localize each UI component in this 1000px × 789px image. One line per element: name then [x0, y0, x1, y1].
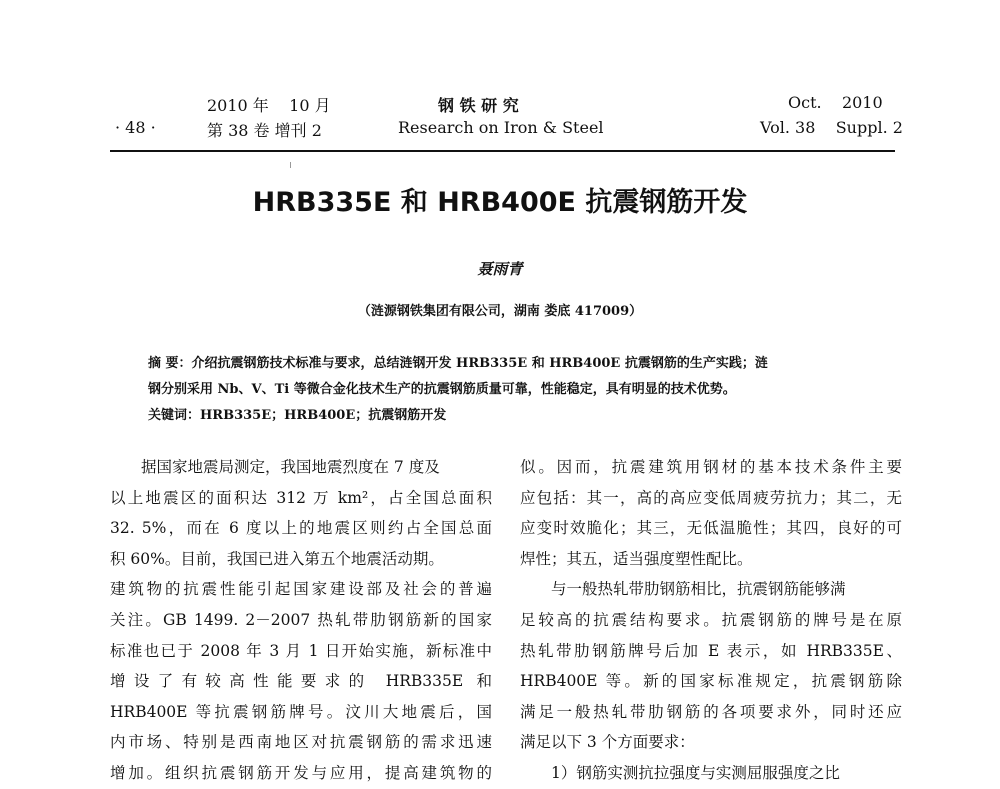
keywords: 关键词：HRB335E；HRB400E；抗震钢筋开发: [148, 408, 447, 423]
body-line: 增加。组织抗震钢筋开发与应用，提高建筑物的: [110, 763, 492, 782]
body-line: 应包括：其一，高的高应变低周疲劳抗力；其二，无: [520, 488, 902, 507]
scan-mark: [290, 162, 291, 168]
body-line: 据国家地震局测定，我国地震烈度在 7 度及: [110, 458, 440, 476]
body-line: 关注。GB 1499. 2－2007 热轧带肋钢筋新的国家: [110, 610, 492, 629]
body-line: 32. 5%，而在 6 度以上的地震区则约占全国总面: [110, 519, 492, 538]
body-line: 应变时效脆化；其三，无低温脆性；其四，良好的可: [520, 519, 902, 538]
volume-cn: 第 38 卷 增刊 2: [207, 121, 322, 140]
body-line: 热轧带肋钢筋牌号后加 E 表示，如 HRB335E、: [520, 641, 902, 660]
issue-date-en: Oct. 2010: [788, 93, 883, 112]
body-line: 内市场、特别是西南地区对抗震钢筋的需求迅速: [110, 733, 492, 752]
body-line: 积 60%。目前，我国已进入第五个地震活动期。: [110, 549, 444, 568]
volume-en: Vol. 38 Suppl. 2: [760, 118, 903, 137]
journal-name-en: Research on Iron & Steel: [398, 118, 604, 137]
affiliation: （涟源钢铁集团有限公司，湖南 娄底 417009）: [357, 304, 643, 319]
body-line: 满足一般热轧带肋钢筋的各项要求外，同时还应: [520, 702, 902, 721]
body-line: HRB400E 等抗震钢筋牌号。汶川大地震后，国: [110, 702, 492, 721]
body-line: 焊性；其五，适当强度塑性配比。: [520, 549, 753, 568]
abstract-line-1: 摘 要：介绍抗震钢筋技术标准与要求，总结涟钢开发 HRB335E 和 HRB400E 抗震钢筋的生产实践；涟: [148, 356, 768, 371]
body-line: 增设了有较高性能要求的 HRB335E 和: [110, 672, 492, 691]
author-name: 聂雨青: [477, 260, 523, 278]
header-rule: [110, 150, 895, 152]
body-line: 与一般热轧带肋钢筋相比，抗震钢筋能够满: [520, 580, 846, 599]
running-header: [0, 88, 1000, 148]
body-line: 足较高的抗震结构要求。抗震钢筋的牌号是在原: [520, 610, 902, 629]
body-line: 建筑物的抗震性能引起国家建设部及社会的普遍: [110, 580, 492, 599]
body-column-left: [110, 452, 492, 789]
body-column-right: [520, 452, 902, 789]
body-line: 1）钢筋实测抗拉强度与实测屈服强度之比: [520, 763, 840, 782]
body-line: HRB400E 等。新的国家标准规定，抗震钢筋除: [520, 672, 902, 691]
body-line: 标准也已于 2008 年 3 月 1 日开始实施，新标准中: [110, 641, 492, 660]
issue-date-cn: 2010 年 10 月: [207, 96, 331, 115]
page-number: · 48 ·: [115, 118, 156, 137]
abstract-line-2: 钢分别采用 Nb、V、Ti 等微合金化技术生产的抗震钢筋质量可靠，性能稳定，具有明显的技术优势。: [148, 382, 736, 397]
body-line: 以上地震区的面积达 312 万 km²，占全国总面积: [110, 488, 492, 507]
body-line: 似。因而，抗震建筑用钢材的基本技术条件主要: [520, 458, 902, 476]
body-line: 满足以下 3 个方面要求：: [520, 733, 695, 752]
paper-title: HRB335E 和 HRB400E 抗震钢筋开发: [252, 187, 748, 218]
journal-name-cn: 钢 铁 研 究: [438, 96, 519, 115]
